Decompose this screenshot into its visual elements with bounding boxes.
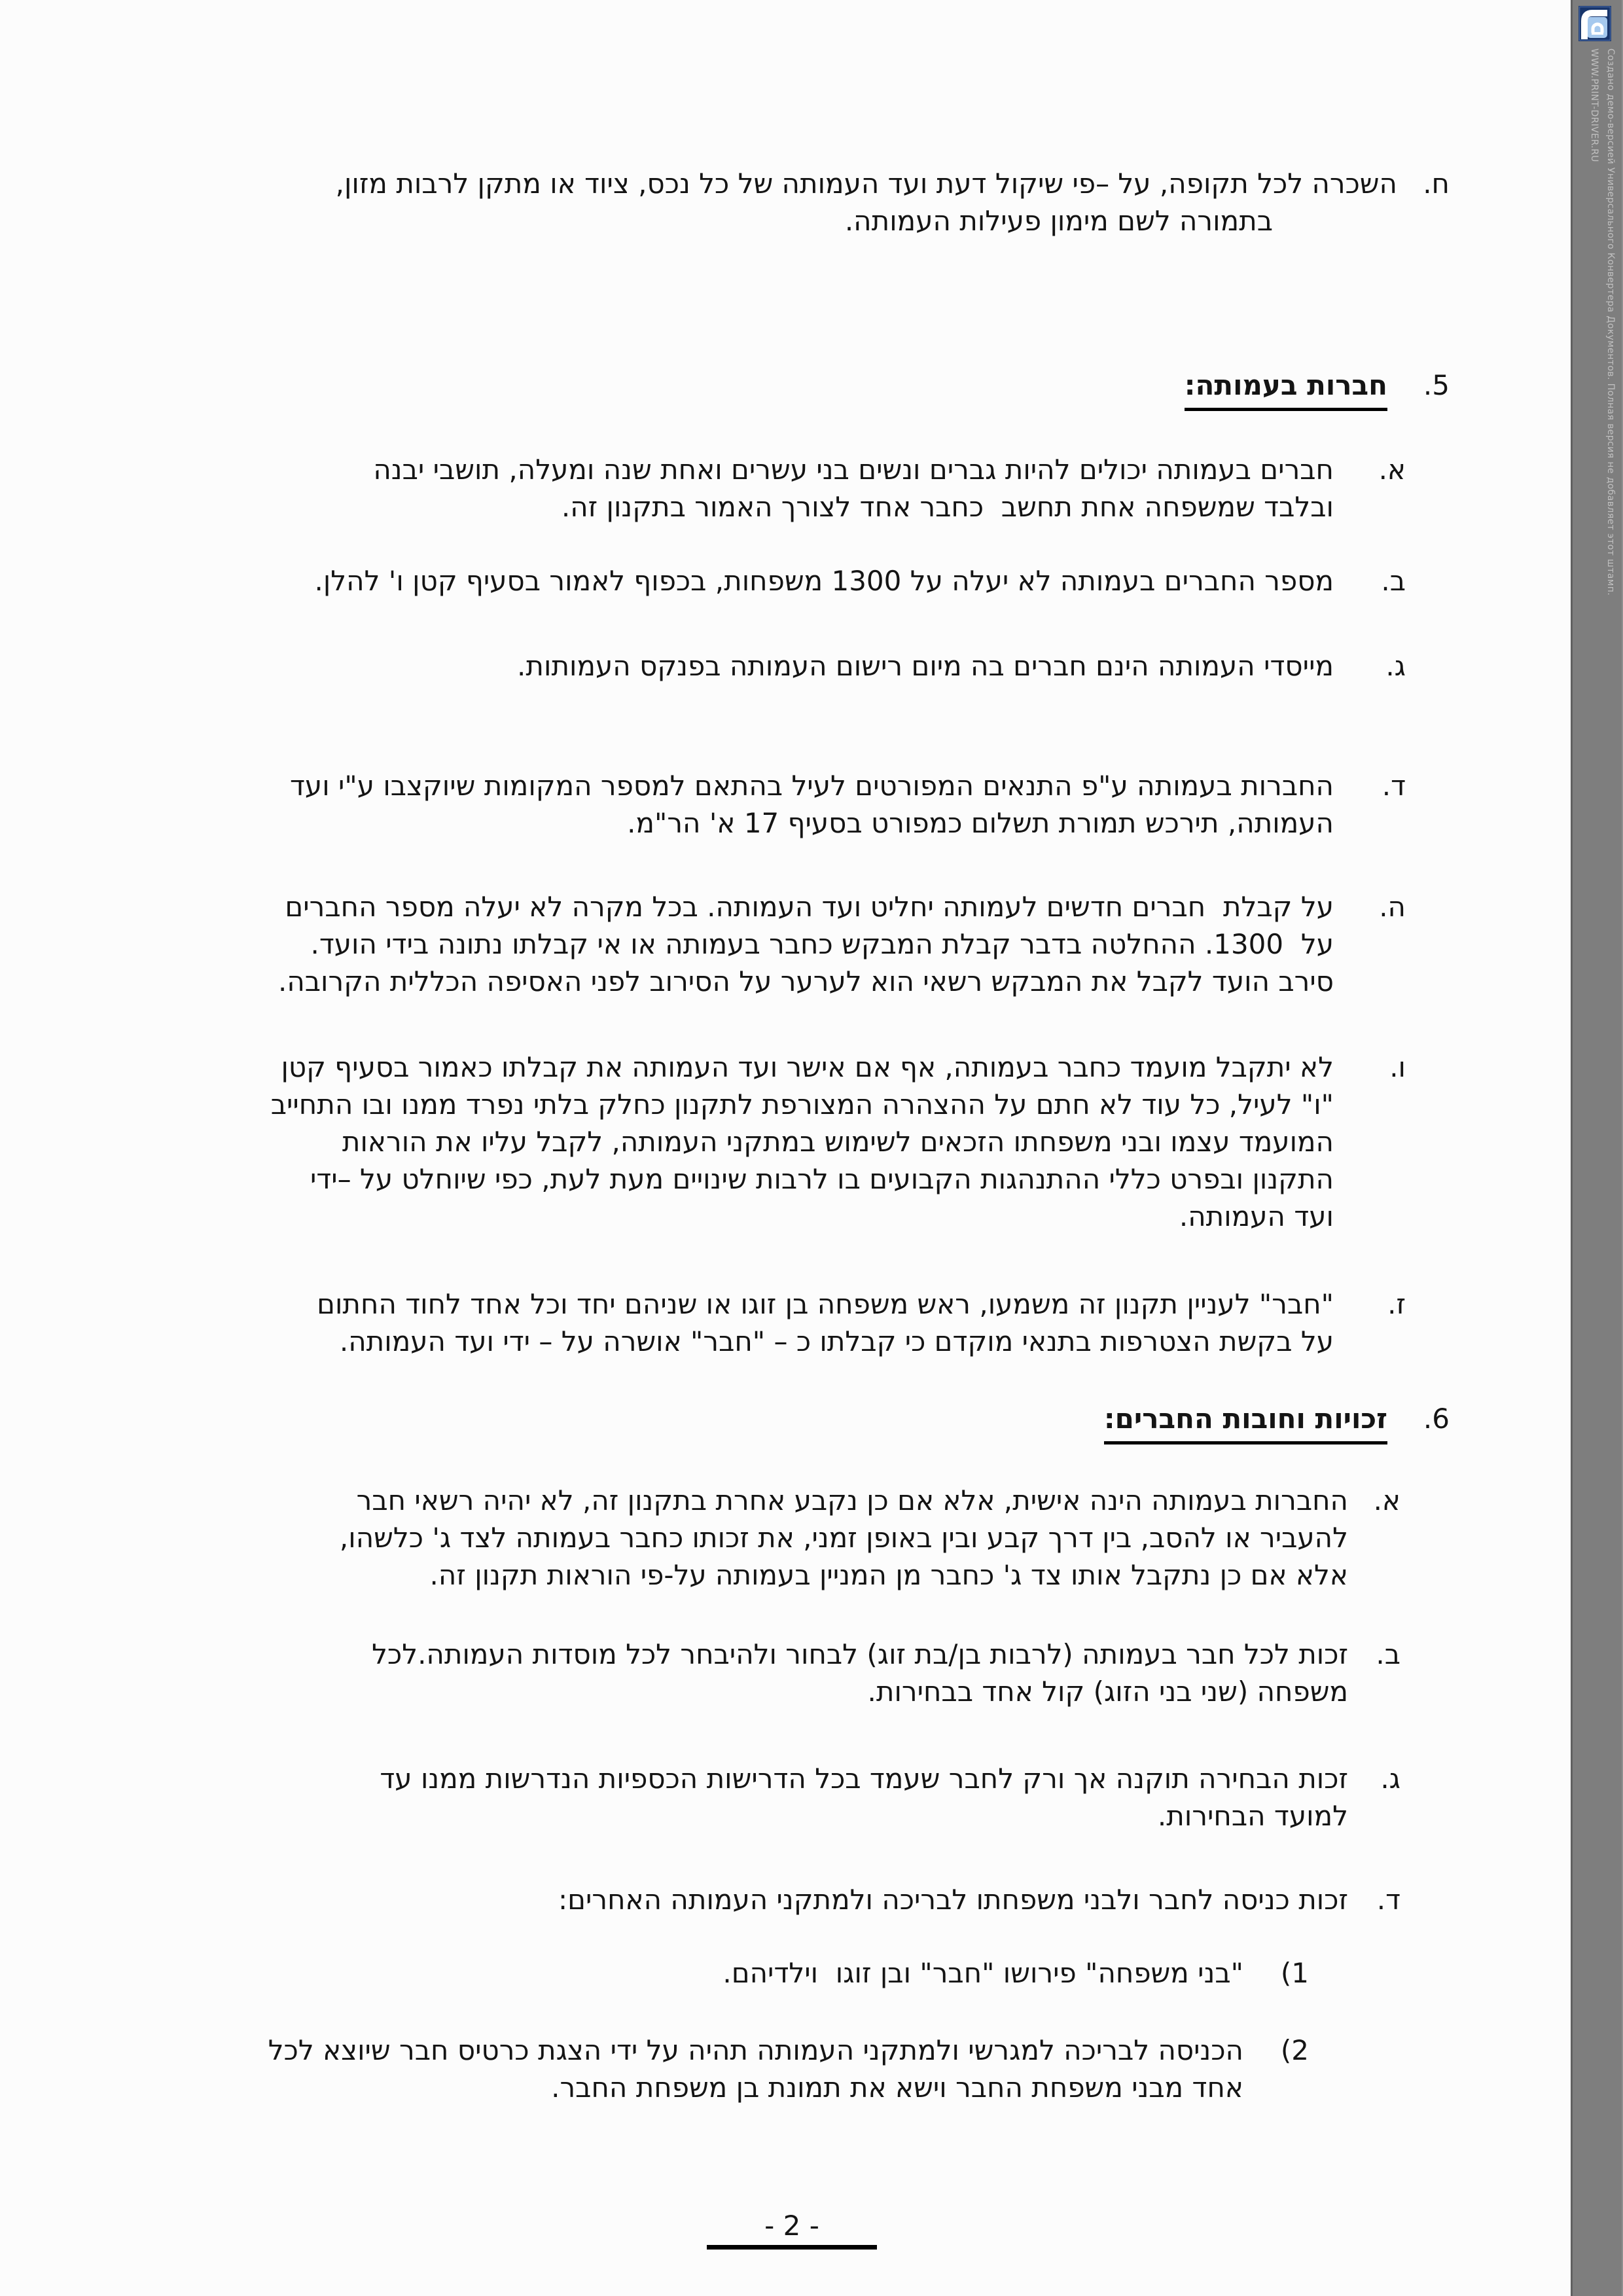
item-marker: ד. — [1382, 770, 1406, 802]
section6-number: 6. — [1423, 1403, 1450, 1435]
section6-item-bet — [92, 1636, 1450, 1710]
item-marker: ו. — [1389, 1051, 1406, 1083]
text-line: זכות כניסה לחבר ולבני משפחתו לבריכה ולמתקני העמותה האחרים: — [558, 1884, 1348, 1916]
section5-item-bet — [92, 562, 1450, 600]
section6-subitem-1 — [92, 1954, 1450, 1992]
item-marker: א. — [1378, 454, 1406, 486]
item-marker: ג. — [1385, 650, 1406, 682]
text-line: המועמד עצמו ובני משפחתו הזכאים לשימוש במתקני העמותה, לקבל עליו את הוראות — [342, 1126, 1334, 1158]
section6-item-alef — [92, 1482, 1450, 1594]
text-line: ועד העמותה. — [1179, 1200, 1334, 1232]
text-line: אלא אם כן נתקבל אותו צד ג' כחבר מן המניין בעמותה על-פי הוראות תקנון זה. — [429, 1559, 1348, 1591]
text-line: על 1300. ההחלטה בדבר קבלת המבקש כחבר בעמותה או אי קבלתו נתונה בידי הועד. — [310, 928, 1334, 960]
watermark-stamp-line: Создано демо-версией Универсального Конвертера Документов. Полная версия не добавляет этот штамп. — [1605, 48, 1616, 596]
text-line: זכות הבחירה תוקנה אך ורק לחבר שעמד בכל הדרישות הכספיות הנדרשות ממנו עד — [380, 1763, 1348, 1795]
item-text — [92, 1285, 1334, 1360]
section5-item-gimel — [92, 647, 1450, 685]
subitem-marker: 2) — [1280, 2034, 1309, 2066]
watermark-url-line: WWW.PRINT-DRIVER.RU — [1589, 48, 1599, 162]
clause-het — [92, 165, 1450, 240]
text-line: על קבלת חברים חדשים לעמותה יחליט ועד העמותה. בכל מקרה לא יעלה מספר החברים — [285, 891, 1334, 923]
text-line: על בקשת הצטרפות בתנאי מוקדם כי קבלתו כ – "חבר" אושרה על – ידי ועד העמותה. — [339, 1325, 1334, 1357]
text-line: להעביר או להסב, בין דרך קבע ובין באופן זמני, את זכותו כחבר בעמותה לצד ג' כלשהו, — [339, 1522, 1348, 1554]
item-marker: ג. — [1380, 1763, 1400, 1795]
text-line: העמותה, תירכש תמורת תשלום כמפורט בסעיף 17 א' הר"מ. — [627, 807, 1334, 839]
text-line: סירב הועד לקבל את המבקש רשאי הוא לערער על הסירוב לפני האסיפה הכללית הקרובה. — [277, 965, 1334, 997]
item-text — [92, 451, 1334, 526]
text-line: "ו" לעיל, כל עוד לא חתם על ההצהרה המצורפת לתקנון כחלק בלתי נפרד ממנו ובו התחייב — [270, 1088, 1334, 1121]
item-marker: ד. — [1376, 1884, 1400, 1916]
clause-marker: ח. — [1423, 168, 1450, 200]
section6-heading — [92, 1400, 1450, 1444]
section6-item-gimel — [92, 1760, 1450, 1835]
item-text — [92, 1482, 1348, 1594]
section5-item-zayin — [92, 1285, 1450, 1360]
text-line: התקנון ובפרט כללי ההתנהגות הקבועים בו לרבות שינויים מעת לעת, כפי שיוחלט על –ידי — [310, 1163, 1334, 1195]
text-line: מספר החברים בעמותה לא יעלה על 1300 משפחות, בכפוף לאמור בסעיף קטן ו' להלן. — [314, 565, 1334, 597]
text-line: "חבר" לעניין תקנון זה משמעו, ראש משפחה בן זוגו או שניהם יחד וכל אחד לחוד החתום — [317, 1288, 1334, 1320]
text-line: בתמורה לשם מימון פעילות העמותה. — [844, 205, 1273, 237]
text-line: החברות בעמותה ע"פ התנאים המפורטים לעיל בהתאם למספר המקומות שיוקצבו ע"י ועד — [290, 770, 1334, 802]
section5-heading — [92, 367, 1450, 411]
section5-item-vav — [92, 1049, 1450, 1235]
item-text — [92, 888, 1334, 1000]
section5-title: חברות בעמותה: — [1185, 367, 1387, 411]
section5-item-dalet — [92, 767, 1450, 842]
subitem-text — [92, 1954, 1243, 1992]
text-line: למועד הבחירות. — [1157, 1800, 1348, 1832]
text-line: השכרה לכל תקופה, על –פי שיקול דעת ועד העמותה של כל נכס, ציוד או מתקן לרבות מזון, — [335, 168, 1397, 200]
item-marker: ז. — [1387, 1288, 1406, 1320]
section5-number: 5. — [1423, 369, 1450, 401]
item-marker: א. — [1373, 1484, 1400, 1516]
item-marker: ב. — [1381, 565, 1406, 597]
section6-title-wrap — [92, 1400, 1387, 1444]
item-marker: ה. — [1379, 891, 1406, 923]
clause-text — [92, 165, 1397, 240]
item-text — [92, 647, 1334, 685]
print-driver-logo-icon — [1578, 6, 1611, 41]
text-line: משפחה (שני בני הזוג) קול אחד בבחירות. — [867, 1676, 1348, 1708]
item-text — [92, 767, 1334, 842]
item-text — [92, 1881, 1348, 1918]
text-line: זכות לכל חבר בעמותה (לרבות בן/בת זוג) לבחור ולהיבחר לכל מוסדות העמותה.לכל — [372, 1638, 1348, 1670]
section6-item-dalet — [92, 1881, 1450, 1918]
text-line: חברים בעמותה יכולים להיות גברים ונשים בני עשרים ואחת שנה ומעלה, תושבי יבנה — [373, 454, 1334, 486]
item-text — [92, 1636, 1348, 1710]
item-text — [92, 562, 1334, 600]
section5-item-alef — [92, 451, 1450, 526]
text-line: "בני משפחה" פירושו "חבר" ובן זוגו וילדיהם. — [722, 1957, 1243, 1989]
watermark-text — [1586, 48, 1618, 596]
section5-title-wrap — [92, 367, 1387, 411]
watermark-strip — [1571, 0, 1623, 2296]
item-text — [92, 1049, 1334, 1235]
item-text — [92, 1760, 1348, 1835]
subitem-marker: 1) — [1280, 1957, 1309, 1989]
text-line: הכניסה לבריכה למגרשי ולמתקני העמותה תהיה על ידי הצגת כרטיס חבר שיוצא לכל — [268, 2034, 1243, 2066]
section6-subitem-2 — [92, 2032, 1450, 2106]
text-line: לא יתקבל מועמד כחבר בעמותה, אף אם אישר ועד העמותה את קבלתו כאמור בסעיף קטן — [281, 1051, 1334, 1083]
text-line: החברות בעמותה הינה אישית, אלא אם כן נקבע אחרת בתקנון זה, לא יהיה רשאי חבר — [356, 1484, 1348, 1516]
document-body — [92, 165, 1450, 2106]
section5-item-he — [92, 888, 1450, 1000]
page-number: - 2 - — [707, 2210, 877, 2250]
item-marker: ב. — [1376, 1638, 1400, 1670]
text-line: אחד מבני משפחת החבר וישא את תמונת בן משפחת החבר. — [551, 2072, 1243, 2104]
text-line: מייסדי העמותה הינם חברים בה מיום רישום העמותה בפנקס העמותות. — [517, 650, 1334, 682]
text-line: ובלבד שמשפחה אחת תחשב כחבר אחד לצורך האמור בתקנון זה. — [561, 491, 1334, 523]
section6-title: זכויות וחובות החברים: — [1104, 1400, 1387, 1444]
subitem-text — [92, 2032, 1243, 2106]
